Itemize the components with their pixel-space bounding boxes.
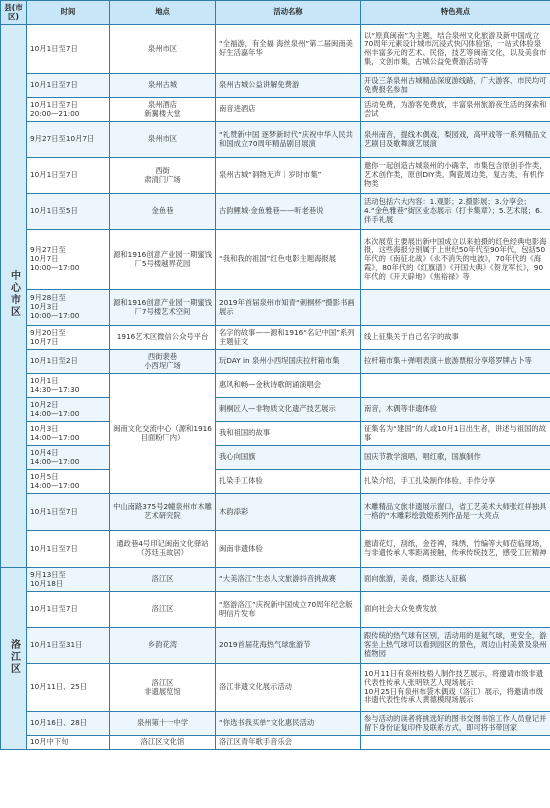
activity-name-cell: “礼赞新中国 逐梦新时代”庆祝中华人民共和国成立70周年精品剧目展演: [216, 122, 361, 158]
feature-cell: 面向社会大众免费发放: [361, 592, 550, 628]
place-cell: 泉州市区: [110, 122, 216, 158]
activity-name-cell: 古韵鲤城·金鱼雅巷——听老巷说: [216, 194, 361, 230]
header-place: 地点: [110, 1, 216, 25]
time-cell: 10月中下旬: [27, 736, 110, 750]
table-row: [1, 494, 550, 531]
table-row: [1, 350, 550, 374]
feature-cell: 国庆节教学演唱，唱红歌，国旗制作: [361, 446, 550, 470]
table-row: [1, 592, 550, 628]
place-cell: 洛江区 非遗展览馆: [110, 664, 216, 712]
place-cell: 西街 肃清门广场: [110, 158, 216, 194]
activity-name-cell: 泉州古城“洞物无声｜岁时市集”: [216, 158, 361, 194]
feature-cell: 跟传统的热气球有区别，活动用的是氦气球，更安全，游客坐上热气球可以看到园区的景色，周边山村美景及泉州植物园: [361, 628, 550, 664]
time-cell: 10月1日 14:30—17:30: [27, 374, 110, 398]
feature-cell: 邀请花灯，刮纸，金苍裨，珠绣，竹编等大师莅临现场，与非遗传承人零距离接触，传承传统技艺，感受工匠精神: [361, 531, 550, 568]
table-row: [1, 74, 550, 98]
header-activity-name: 活动名称: [216, 1, 361, 25]
time-cell: 10月4日 14:00—17:00: [27, 446, 110, 470]
place-cell: 源和1916创意产业园一期蜜饯厂5号楼越界花园: [110, 230, 216, 290]
time-cell: 10月1日至7日 20:00—21:00: [27, 98, 110, 122]
activity-name-cell: 玩DAY in 泉州小西埕国庆拉杆箱市集: [216, 350, 361, 374]
feature-cell: 开设三条泉州古城精品深度游线路，广大游客、市民均可免费报名参加: [361, 74, 550, 98]
table-row: [1, 158, 550, 194]
place-cell: 乡韵花湾: [110, 628, 216, 664]
table-row: [1, 664, 550, 712]
table-row: [1, 122, 550, 158]
feature-cell: 本次展览主要展出新中国成立以来拍摄的红色经典电影海报，这些海报分别属于上世纪50年代至90年代，包括50年代的《南征北战》《永不消失的电波》，70年代的《海霞》，80年代的《红旗谱》《开国大典》《贺龙军长》，90年代的《开天辟地》《焦裕禄》等: [361, 230, 550, 290]
time-cell: 10月2日 14:00—17:00: [27, 398, 110, 422]
table-row: [1, 531, 550, 568]
time-cell: 10月1日至7日: [27, 158, 110, 194]
table-row: [1, 326, 550, 350]
place-cell: 西街裴巷 小西埕广场: [110, 350, 216, 374]
table-row: [1, 230, 550, 290]
time-cell: 10月1日至5日: [27, 194, 110, 230]
place-cell: 源和1916创意产业园一期蜜饯厂7号楼艺术空间: [110, 290, 216, 326]
time-cell: 9月27日至 10月7日 10:00—17:00: [27, 230, 110, 290]
feature-cell: 活动包括六大内容：1.观影；2.摄影展；3.分享会；4.“金色雅巷”街区业态展示（打卡集章）；5.艺术展；6.伴手礼展: [361, 194, 550, 230]
time-cell: 9月20日至 10月7日: [27, 326, 110, 350]
table-row: [1, 194, 550, 230]
table-row: [1, 628, 550, 664]
activity-name-cell: 2019年首届泉州市知青“刺桐杯”摄影书画展示: [216, 290, 361, 326]
district-label: 中心市区: [8, 270, 20, 318]
feature-cell: 10月11日有泉州枝梧人制作技艺展示，将邀请市级非遗代表性传承人张明铁艺人现场展示 10月25日有泉州布袋木偶戏（洛江）展示，将邀请市级非遗代表性传承人黄德模现场展示: [361, 664, 550, 712]
header-time: 时间: [27, 1, 110, 25]
time-cell: 10月1日至7日: [27, 494, 110, 531]
place-cell: 洛江区: [110, 592, 216, 628]
activity-name-cell: 洛江区青年歌手音乐会: [216, 736, 361, 750]
activity-name-cell: “我和我的祖国”红色电影主题海报展: [216, 230, 361, 290]
feature-cell: 活动免费，为游客免费放，丰富泉州旅游夜生活的探索和尝试: [361, 98, 550, 122]
place-cell: 泉州古城: [110, 74, 216, 98]
activity-name-cell: 闽南非遗体验: [216, 531, 361, 568]
time-cell: 10月5日 14:00—17:00: [27, 470, 110, 494]
activity-name-cell: 我心向国旗: [216, 446, 361, 470]
feature-cell: 南音，木偶等非遗体验: [361, 398, 550, 422]
table-row: [1, 25, 550, 74]
table-row: [1, 470, 550, 494]
place-cell: 金鱼巷: [110, 194, 216, 230]
time-cell: 9月13日至 10月18日: [27, 568, 110, 592]
feature-cell: 拉杆箱市集＋弹唱表演＋旅游票根分享塔罗牌占卜等: [361, 350, 550, 374]
place-cell: 洛江区: [110, 568, 216, 592]
place-cell: 1916艺术区微信公众号平台: [110, 326, 216, 350]
time-cell: 9月27日至10月7日: [27, 122, 110, 158]
district-cell: [1, 25, 27, 568]
table-row: [1, 374, 550, 398]
header-feature: 特色亮点: [361, 1, 550, 25]
table-row: [1, 736, 550, 750]
feature-cell: 泉州南音，提线木偶戏，梨园戏，高甲戏等一系列精品文艺剧目及歌舞演艺展演: [361, 122, 550, 158]
table-row: [1, 290, 550, 326]
place-cell: 中山南路375号2幢泉州市木雕艺术研究院: [110, 494, 216, 531]
table-row: [1, 422, 550, 446]
feature-cell: 参与活动的读者将挑选好的图书交图书馆工作人员登记并留下身份证复印件及联系方式，即可将书带回家: [361, 712, 550, 736]
feature-cell: 木雕精品文旅非遗展示窗口，省工艺美术大师张红祥独具一格的“木雕彩绘敦煌系列作品是一大亮点: [361, 494, 550, 531]
table-row: [1, 712, 550, 736]
time-cell: 10月16日、28日: [27, 712, 110, 736]
district-cell: [1, 568, 27, 750]
place-cell-merged: 闽南文化交流中心（源和1916目面粉厂内）: [110, 374, 216, 494]
table-header-row: [1, 1, 550, 25]
activity-name-cell: 我和祖国的故事: [216, 422, 361, 446]
feature-cell: 邀你一起创造古城泉州的小确幸，市集包含原创手作类，艺术创作类，原创DIY类，陶瓷周边类，复古类，有机作物类: [361, 158, 550, 194]
activity-name-cell: “你选书我买单”文化惠民活动: [216, 712, 361, 736]
place-cell: 泉州市区: [110, 25, 216, 74]
feature-cell: [361, 374, 550, 398]
activity-name-cell: 刺桐匠人—非物质文化遗产技艺展示: [216, 398, 361, 422]
feature-cell: [361, 736, 550, 750]
feature-cell: 扎染介绍，手工扎染制作体验，手作分享: [361, 470, 550, 494]
time-cell: 10月1日至2日: [27, 350, 110, 374]
table-row: [1, 398, 550, 422]
feature-cell: [361, 290, 550, 326]
feature-cell: 征集名为“建国”的人或10月1日出生者，讲述与祖国的故事: [361, 422, 550, 446]
time-cell: 9月28日至 10月3日 10:00—17:00: [27, 290, 110, 326]
table-row: [1, 98, 550, 122]
table-row: [1, 568, 550, 592]
place-cell: 泉州酒店 新翼楼大堂: [110, 98, 216, 122]
place-cell: 泉州第十一中学: [110, 712, 216, 736]
time-cell: 10月1日至7日: [27, 25, 110, 74]
activity-name-cell: “悠游洛江”庆祝新中国成立70周年纪念版明信片发布: [216, 592, 361, 628]
feature-cell: 线上征集关于自己名字的故事: [361, 326, 550, 350]
time-cell: 10月3日 14:00—17:00: [27, 422, 110, 446]
time-cell: 10月1日至31日: [27, 628, 110, 664]
place-cell: 洛江区文化馆: [110, 736, 216, 750]
time-cell: 10月1日至7日: [27, 74, 110, 98]
feature-cell: 面向旅游，美食，摄影达人征稿: [361, 568, 550, 592]
time-cell: 10月1日至7日: [27, 531, 110, 568]
activity-name-cell: 2019首届花海热气球旅游节: [216, 628, 361, 664]
table-row: [1, 446, 550, 470]
time-cell: 10月11日、25日: [27, 664, 110, 712]
activity-name-cell: “全福游，有全福 海丝泉州”第二届闽南美好生活嘉年华: [216, 25, 361, 74]
activity-name-cell: 洛江非遗文化展示活动: [216, 664, 361, 712]
place-cell: 通政巷4号印记闽南文化驿站（苏廷玉故居）: [110, 531, 216, 568]
feature-cell: 以“原真闽南”为主题，结合泉州文化旅游及新中国成立70周年元素设计城市沉浸式快闪体验馆，一站式体验泉州丰富多元的艺术、民俗，技艺等闽南文化，以及美食市集，文创市集，古城公益免费游活动等: [361, 25, 550, 74]
activity-name-cell: 惠风和畅—金秋诗歌朗诵演唱会: [216, 374, 361, 398]
header-district: 县(市区): [1, 1, 27, 25]
activity-name-cell: 南音进酒店: [216, 98, 361, 122]
activity-name-cell: 名字的故事——源和1916“名记中国”系列主题征文: [216, 326, 361, 350]
activity-name-cell: 泉州古城公益讲解免费游: [216, 74, 361, 98]
district-label: 洛江区: [8, 638, 20, 675]
activity-name-cell: “大美洛江”生态人文旅游抖音挑战赛: [216, 568, 361, 592]
time-cell: 10月1日至7日: [27, 592, 110, 628]
activity-name-cell: 扎染手工体验: [216, 470, 361, 494]
activity-name-cell: 木韵添彩: [216, 494, 361, 531]
